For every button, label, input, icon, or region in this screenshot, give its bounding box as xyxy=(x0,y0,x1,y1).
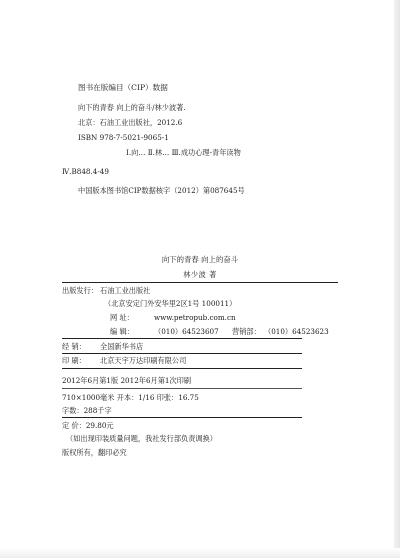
quality-note: （如出现印装质量问题，我社发行部负责调换） xyxy=(66,434,217,443)
copyright-line: 版权所有，翻印必究 xyxy=(62,448,127,457)
sales-phone: （010）64523623 xyxy=(264,327,329,336)
book-author: 林少波 著 xyxy=(183,270,217,279)
editorial-label: 编 辑： xyxy=(110,327,134,336)
rule-after-edition xyxy=(62,388,302,389)
website-label: 网 址： xyxy=(110,313,134,322)
distributor-value: 全国新华书店 xyxy=(100,342,144,351)
rule-after-wordcount xyxy=(62,417,302,418)
format-line: 710×1000毫米 开本：1/16 印张：16.75 xyxy=(62,393,199,402)
rule-after-printer xyxy=(62,368,302,369)
publisher-name: 石油工业出版社 xyxy=(100,286,151,295)
sales-label: 营销部： xyxy=(232,327,261,336)
cip-heading: 图书在版编目（CIP）数据 xyxy=(78,83,168,92)
cip-publisher-line: 北京：石油工业出版社，2012.6 xyxy=(78,118,183,127)
rule-after-distributor xyxy=(62,353,302,354)
price-line: 定 价：29.80元 xyxy=(62,421,114,430)
website-value: www.petropub.com.cn xyxy=(154,313,236,322)
cip-subjects-line: Ⅰ.向… Ⅱ.林… Ⅲ.成功心理-青年读物 xyxy=(126,148,241,157)
page-bottom-shadow xyxy=(0,548,400,558)
book-title: 向下的青春 向上的奋斗 xyxy=(161,255,239,264)
rule-after-publisher xyxy=(62,338,302,339)
printer-value: 北京天宇万达印刷有限公司 xyxy=(100,356,187,365)
cip-core-data-line: 中国版本图书馆CIP数据核字（2012）第087645号 xyxy=(78,186,245,195)
editorial-phone: （010）64523607 xyxy=(154,327,219,336)
publisher-label: 出版发行： xyxy=(62,286,98,295)
printer-label: 印 刷： xyxy=(62,356,86,365)
page-edge-shadow xyxy=(394,0,400,558)
edition-line: 2012年6月第1版 2012年6月第1次印刷 xyxy=(62,376,192,385)
cip-isbn-line: ISBN 978-7-5021-9065-1 xyxy=(78,133,169,142)
wordcount-line: 字数：288千字 xyxy=(62,406,112,415)
top-rule xyxy=(62,282,338,283)
distributor-label: 经 销： xyxy=(62,342,86,351)
cip-classification-line: Ⅳ.B848.4-49 xyxy=(62,167,109,176)
publisher-address: （北京安定门外安华里2区1号 100011） xyxy=(104,299,237,308)
cip-title-line: 向下的青春 向上的奋斗/林少波著. xyxy=(78,103,186,112)
